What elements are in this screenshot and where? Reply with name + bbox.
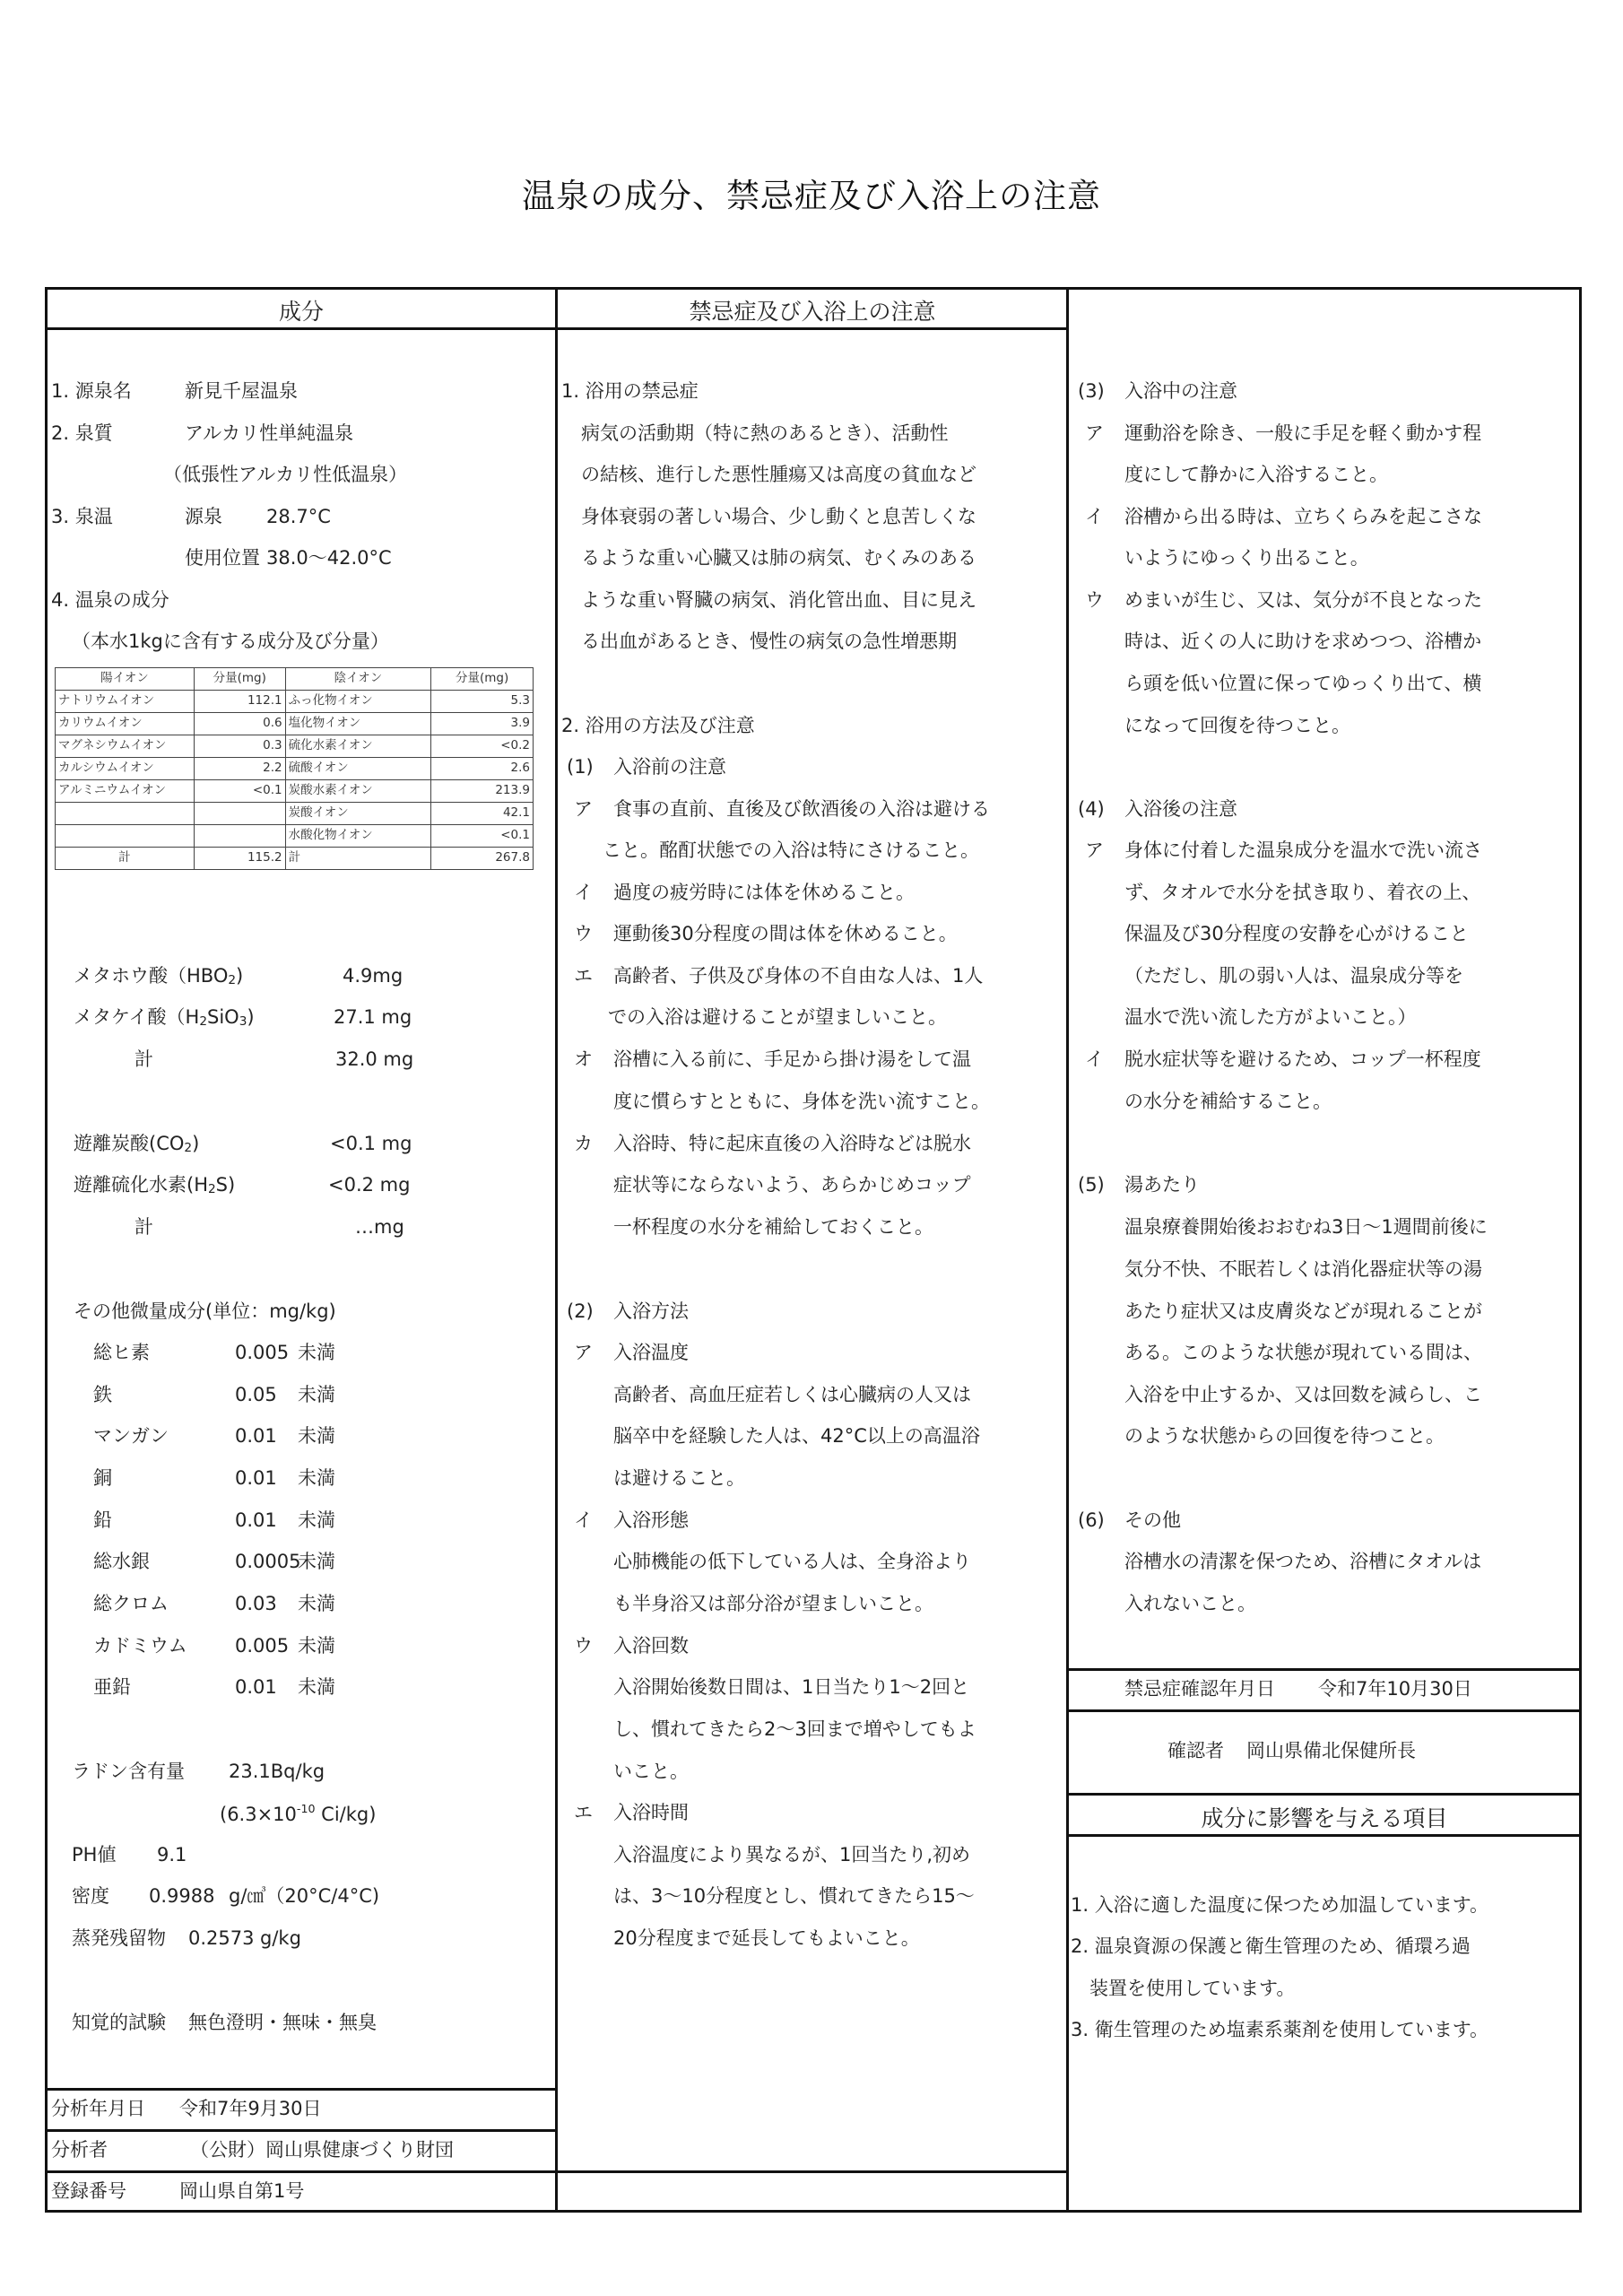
- item-line: も半身浴又は部分浴が望ましいこと。: [613, 1593, 933, 1614]
- yuatari-line: ある。このような状態が現れている間は、: [1124, 1342, 1482, 1363]
- yuatari-line: のような状態からの回復を待つこと。: [1124, 1425, 1445, 1447]
- sensory-value: 無色澄明・無味・無臭: [188, 2012, 377, 2033]
- contraindication-line: ような重い腎臓の病気、消化管出血、目に見え: [581, 589, 976, 611]
- undissociated-total-value: 32.0 mg: [335, 1048, 414, 1070]
- cation-total-value: 115.2: [194, 848, 285, 870]
- item-line: 浴槽から出る時は、立ちくらみを起こさな: [1124, 506, 1482, 527]
- item-line: し、慣れてきたら2～3回まで増やしてもよ: [613, 1718, 976, 1740]
- item-line: いこと。: [613, 1761, 689, 1782]
- cation-name: [56, 803, 195, 825]
- item-line: 保温及び30分程度の安静を心がけること: [1124, 923, 1469, 944]
- trace-name: 鉛: [93, 1509, 112, 1531]
- item-line: 入浴温度により異なるが、1回当たり,初め: [613, 1844, 971, 1866]
- other-number: (6): [1078, 1509, 1105, 1531]
- item-line: 20分程度まで延長してもよいこと。: [613, 1927, 920, 1949]
- contraindication-line: の結核、進行した悪性腫瘍又は高度の貧血など: [581, 464, 976, 485]
- other-line: 入れないこと。: [1124, 1593, 1256, 1614]
- trace-value: 0.01: [235, 1467, 277, 1489]
- components-header: 成分: [278, 299, 324, 325]
- trace-unit: 未満: [298, 1551, 335, 1572]
- trace-name: 鉄: [93, 1384, 112, 1405]
- anion-name: 硫酸イオン: [285, 758, 431, 780]
- right-row-divider-1: [1066, 1668, 1582, 1671]
- item-line: 脱水症状等を避けるため、コップ一杯程度: [1124, 1048, 1481, 1070]
- item-line: 心肺機能の低下している人は、全身浴より: [613, 1551, 971, 1572]
- trace-name: マンガン: [93, 1425, 169, 1447]
- anion-total-label: 計: [285, 848, 431, 870]
- undissociated-total-label: 計: [135, 1048, 153, 1070]
- table-row: [56, 780, 534, 803]
- page-title: 温泉の成分、禁忌症及び入浴上の注意: [522, 177, 1101, 215]
- cation-amount: 0.3: [194, 735, 285, 758]
- table-row: [56, 825, 534, 848]
- composition-sublabel: （本水1kgに含有する成分及び分量）: [72, 631, 389, 652]
- right-row-divider-4: [1066, 1834, 1582, 1837]
- item-title: 入浴形態: [613, 1509, 689, 1531]
- ion-table-total-row: [56, 848, 534, 870]
- gases-total-value: …mg: [355, 1216, 404, 1238]
- spring-quality-value: アルカリ性単純温泉: [185, 422, 354, 444]
- trace-value: 0.01: [235, 1509, 277, 1531]
- item-line: 浴槽に入る前に、手足から掛け湯をして温: [613, 1048, 971, 1070]
- item-line: 運動浴を除き、一般に手足を軽く動かす程: [1124, 422, 1482, 444]
- table-row: [56, 803, 534, 825]
- yuatari-line: 気分不快、不眠若しくは消化器症状等の湯: [1124, 1258, 1482, 1280]
- sensory-label: 知覚的試験: [72, 2012, 166, 2033]
- item-line: 入浴時、特に起床直後の入浴時などは脱水: [613, 1133, 971, 1154]
- item-title: 入浴時間: [613, 1802, 689, 1823]
- cation-name: [56, 825, 195, 848]
- item-mark: ウ: [574, 923, 593, 944]
- item-mark: ウ: [1085, 589, 1104, 611]
- yuatari-title: 湯あたり: [1124, 1174, 1200, 1196]
- item-mark: イ: [1085, 506, 1104, 527]
- yuatari-line: 温泉療養開始後おおむね3日～1週間前後に: [1124, 1216, 1488, 1238]
- trace-name: 総ヒ素: [93, 1342, 150, 1363]
- bathing-method-title: 入浴方法: [613, 1300, 689, 1322]
- confirmer-label: 確認者: [1167, 1740, 1224, 1761]
- item-mark: イ: [1085, 1048, 1104, 1070]
- contraindications-heading: 1. 浴用の禁忌症: [561, 380, 699, 402]
- cation-name: アルミニウムイオン: [56, 780, 195, 803]
- item-mark: ア: [1085, 839, 1104, 861]
- ion-table-header: [56, 668, 534, 691]
- free-co2-label: 遊離炭酸$(CO_2)$: [74, 1133, 200, 1156]
- residue-label: 蒸発残留物: [72, 1927, 166, 1949]
- right-row-divider-2: [1066, 1709, 1582, 1712]
- table-row: [56, 713, 534, 735]
- yuatari-line: 入浴を中止するか、又は回数を減らし、こ: [1124, 1384, 1482, 1405]
- item-title: 入浴温度: [613, 1342, 689, 1363]
- table-row: [56, 758, 534, 780]
- column-divider-1: [555, 287, 558, 2213]
- composition-label: 4. 温泉の成分: [51, 589, 169, 611]
- radon-label: ラドン含有量: [72, 1761, 185, 1782]
- trace-unit: 未満: [298, 1676, 335, 1698]
- metasilicic-acid-value: 27.1 mg: [334, 1006, 412, 1028]
- registration-value: 岡山県自第1号: [179, 2180, 305, 2202]
- item-line: ず、タオルで水分を拭き取り、着衣の上、: [1124, 882, 1481, 903]
- left-row-divider-1: [45, 2088, 558, 2091]
- ion-header-cation-amount: 分量(mg): [194, 668, 285, 691]
- item-line: は、3～10分程度とし、慣れてきたら15～: [613, 1885, 975, 1907]
- confirmer-value: 岡山県備北保健所長: [1246, 1740, 1416, 1761]
- item-line: （ただし、肌の弱い人は、温泉成分等を: [1124, 965, 1463, 987]
- residue-unit: g/kg: [260, 1927, 301, 1949]
- confirm-date-value: 令和7年10月30日: [1318, 1678, 1472, 1700]
- radon-alt-value: ($6.3\times 10^{-10}$ Ci/kg): [220, 1802, 377, 1825]
- method-heading: 2. 浴用の方法及び注意: [561, 715, 755, 736]
- item-line: 身体に付着した温泉成分を温水で洗い流さ: [1124, 839, 1482, 861]
- affecting-item: 2. 温泉資源の保護と衛生管理のため、循環ろ過: [1071, 1935, 1471, 1957]
- affecting-item-cont: 装置を使用しています。: [1071, 1978, 1296, 1999]
- item-line: 症状等にならないよう、あらかじめコップ: [613, 1174, 971, 1196]
- cation-name: カリウムイオン: [56, 713, 195, 735]
- anion-amount: 42.1: [431, 803, 534, 825]
- item-line: 運動後30分程度の間は体を休めること。: [613, 923, 958, 944]
- trace-name: カドミウム: [93, 1635, 187, 1657]
- trace-value: 0.005: [235, 1342, 290, 1363]
- contraindication-line: る出血があるとき、慢性の病気の急性増悪期: [581, 631, 958, 652]
- anion-amount: 213.9: [431, 780, 534, 803]
- before-bath-title: 入浴前の注意: [613, 756, 726, 778]
- temperature-source-label: 源泉: [185, 506, 222, 527]
- temperature-use-value: 38.0～42.0°C: [266, 547, 392, 569]
- item-line: 高齢者、高血圧症若しくは心臓病の人又は: [613, 1384, 971, 1405]
- anion-name: 塩化物イオン: [285, 713, 431, 735]
- affecting-item: 1. 入浴に適した温度に保つため加温しています。: [1071, 1894, 1489, 1916]
- trace-unit: 未満: [298, 1467, 335, 1489]
- cation-name: カルシウムイオン: [56, 758, 195, 780]
- trace-name: 総水銀: [93, 1551, 150, 1572]
- item-line: での入浴は避けることが望ましいこと。: [608, 1006, 947, 1028]
- trace-unit: 未満: [298, 1342, 335, 1363]
- item-line: の水分を補給すること。: [1124, 1091, 1332, 1112]
- contraindication-line: るような重い心臓又は肺の病気、むくみのある: [581, 547, 976, 569]
- yuatari-line: あたり症状又は皮膚炎などが現れることが: [1124, 1300, 1482, 1322]
- item-mark: ア: [574, 798, 593, 820]
- anion-name: 硫化水素イオン: [285, 735, 431, 758]
- anion-total-value: 267.8: [431, 848, 534, 870]
- table-row: [56, 691, 534, 713]
- density-value: 0.9988: [149, 1885, 215, 1907]
- analysis-date-label: 分析年月日: [51, 2098, 145, 2119]
- item-mark: ア: [574, 1342, 593, 1363]
- trace-unit: 未満: [298, 1635, 335, 1657]
- header-divider: [45, 327, 1069, 330]
- item-mark: イ: [574, 882, 593, 903]
- temperature-use-label: 使用位置: [185, 547, 260, 569]
- density-label: 密度: [72, 1885, 109, 1907]
- cation-amount: <0.1: [194, 780, 285, 803]
- item-line: 時は、近くの人に助けを求めつつ、浴槽か: [1124, 631, 1482, 652]
- trace-unit: 未満: [298, 1593, 335, 1614]
- item-line: ら頭を低い位置に保ってゆっくり出て、横: [1124, 673, 1482, 694]
- other-title: その他: [1124, 1509, 1181, 1531]
- item-mark: ウ: [574, 1635, 593, 1657]
- item-mark: オ: [574, 1048, 593, 1070]
- gases-total-label: 計: [135, 1216, 153, 1238]
- ion-table: [55, 667, 534, 870]
- free-h2s-value: <0.2 mg: [328, 1174, 411, 1196]
- cation-amount: 2.2: [194, 758, 285, 780]
- trace-value: 0.01: [235, 1425, 277, 1447]
- metaboric-acid-label: メタホウ酸$(HBO_2)$: [74, 965, 244, 988]
- item-line: 高齢者、子供及び身体の不自由な人は、1人: [613, 965, 984, 987]
- item-mark: カ: [574, 1133, 593, 1154]
- anion-amount: 2.6: [431, 758, 534, 780]
- cation-name: マグネシウムイオン: [56, 735, 195, 758]
- item-line: 過度の疲労時には体を休めること。: [613, 882, 915, 903]
- anion-amount: 3.9: [431, 713, 534, 735]
- item-mark: ア: [1085, 422, 1104, 444]
- item-line: 脳卒中を経験した人は、42°C以上の高温浴: [613, 1425, 980, 1447]
- source-name-value: 新見千屋温泉: [185, 380, 298, 402]
- anion-name: 水酸化物イオン: [285, 825, 431, 848]
- trace-unit: 未満: [298, 1425, 335, 1447]
- anion-name: ふっ化物イオン: [285, 691, 431, 713]
- item-line: 温水で洗い流した方がよいこと。）: [1124, 1006, 1417, 1028]
- ph-label: PH値: [72, 1844, 117, 1866]
- affecting-items-header: 成分に影響を与える項目: [1201, 1805, 1448, 1831]
- item-line: になって回復を待つこと。: [1124, 715, 1350, 736]
- metasilicic-acid-label: メタケイ酸$(H_2SiO_3)$: [74, 1006, 255, 1030]
- anion-amount: 5.3: [431, 691, 534, 713]
- after-bath-title: 入浴後の注意: [1124, 798, 1237, 820]
- item-line: こと。酩酊状態での入浴は特にさけること。: [603, 839, 979, 861]
- after-bath-number: (4): [1078, 798, 1105, 820]
- item-title: 入浴回数: [613, 1635, 689, 1657]
- cation-total-label: 計: [56, 848, 195, 870]
- trace-unit: 未満: [298, 1384, 335, 1405]
- item-line: めまいが生じ、又は、気分が不良となった: [1124, 589, 1482, 611]
- trace-value: 0.005: [235, 1635, 290, 1657]
- item-line: 食事の直前、直後及び飲酒後の入浴は避ける: [613, 798, 990, 820]
- left-row-divider-3: [45, 2170, 1069, 2173]
- affecting-item: 3. 衛生管理のため塩素系薬剤を使用しています。: [1071, 2019, 1489, 2040]
- source-name-label: 1. 源泉名: [51, 380, 132, 402]
- anion-amount: <0.2: [431, 735, 534, 758]
- trace-name: 亜鉛: [93, 1676, 131, 1698]
- trace-name: 総クロム: [93, 1593, 169, 1614]
- analysis-date-value: 令和7年9月30日: [179, 2098, 322, 2119]
- spring-quality-label: 2. 泉質: [51, 422, 113, 444]
- confirm-date-label: 禁忌症確認年月日: [1124, 1678, 1275, 1700]
- free-co2-value: <0.1 mg: [330, 1133, 412, 1154]
- other-line: 浴槽水の清潔を保つため、浴槽にタオルは: [1124, 1551, 1482, 1572]
- trace-value: 0.05: [235, 1384, 277, 1405]
- cautions-header: 禁忌症及び入浴上の注意: [689, 299, 936, 325]
- item-mark: エ: [574, 1802, 593, 1823]
- registration-label: 登録番号: [51, 2180, 126, 2202]
- during-bath-title: 入浴中の注意: [1124, 380, 1237, 402]
- anion-amount: <0.1: [431, 825, 534, 848]
- ion-header-anion-amount: 分量(mg): [431, 668, 534, 691]
- right-row-divider-3: [1066, 1793, 1582, 1796]
- cation-amount: 112.1: [194, 691, 285, 713]
- cation-name: ナトリウムイオン: [56, 691, 195, 713]
- analyst-label: 分析者: [51, 2139, 108, 2161]
- metaboric-acid-value: 4.9mg: [343, 965, 404, 987]
- contraindication-line: 病気の活動期（特に熱のあるとき）、活動性: [581, 422, 949, 444]
- temperature-label: 3. 泉温: [51, 506, 113, 527]
- left-row-divider-2: [45, 2129, 558, 2132]
- free-h2s-label: 遊離硫化水素$(H_2S)$: [74, 1174, 236, 1197]
- column-divider-2: [1066, 287, 1069, 2213]
- during-bath-number: (3): [1078, 380, 1105, 402]
- cation-amount: [194, 825, 285, 848]
- trace-value: 0.03: [235, 1593, 277, 1614]
- analyst-value: （公財）岡山県健康づくり財団: [190, 2139, 454, 2161]
- item-line: 入浴開始後数日間は、1日当たり1～2回と: [613, 1676, 970, 1698]
- cation-amount: 0.6: [194, 713, 285, 735]
- item-line: 度に慣らすとともに、身体を洗い流すこと。: [613, 1091, 990, 1112]
- ion-header-cation: 陽イオン: [56, 668, 195, 691]
- density-unit: g/㎤（20°C/4°C): [229, 1885, 380, 1907]
- trace-value: 0.01: [235, 1676, 277, 1698]
- ion-header-anion: 陰イオン: [285, 668, 431, 691]
- spring-quality-subvalue: （低張性アルカリ性低温泉）: [163, 464, 408, 485]
- trace-label: その他微量成分(単位：mg/kg): [74, 1300, 336, 1322]
- residue-value: 0.2573: [188, 1927, 255, 1949]
- temperature-source-value: 28.7°C: [266, 506, 331, 527]
- before-bath-number: (1): [567, 756, 594, 778]
- bathing-method-number: (2): [567, 1300, 594, 1322]
- item-line: いようにゆっくり出ること。: [1124, 547, 1369, 569]
- anion-name: 炭酸水素イオン: [285, 780, 431, 803]
- main-table-frame: [45, 287, 1582, 2213]
- trace-unit: 未満: [298, 1509, 335, 1531]
- contraindication-line: 身体衰弱の著しい場合、少し動くと息苦しくな: [581, 506, 976, 527]
- item-line: 度にして静かに入浴すること。: [1124, 464, 1388, 485]
- ph-value: 9.1: [157, 1844, 187, 1866]
- radon-value: 23.1Bq/kg: [229, 1761, 325, 1782]
- item-mark: エ: [574, 965, 593, 987]
- item-mark: イ: [574, 1509, 593, 1531]
- anion-name: 炭酸イオン: [285, 803, 431, 825]
- trace-name: 銅: [93, 1467, 112, 1489]
- trace-value: 0.0005: [235, 1551, 301, 1572]
- item-line: 一杯程度の水分を補給しておくこと。: [613, 1216, 933, 1238]
- yuatari-number: (5): [1078, 1174, 1105, 1196]
- table-row: [56, 735, 534, 758]
- cation-amount: [194, 803, 285, 825]
- item-line: は避けること。: [613, 1467, 745, 1489]
